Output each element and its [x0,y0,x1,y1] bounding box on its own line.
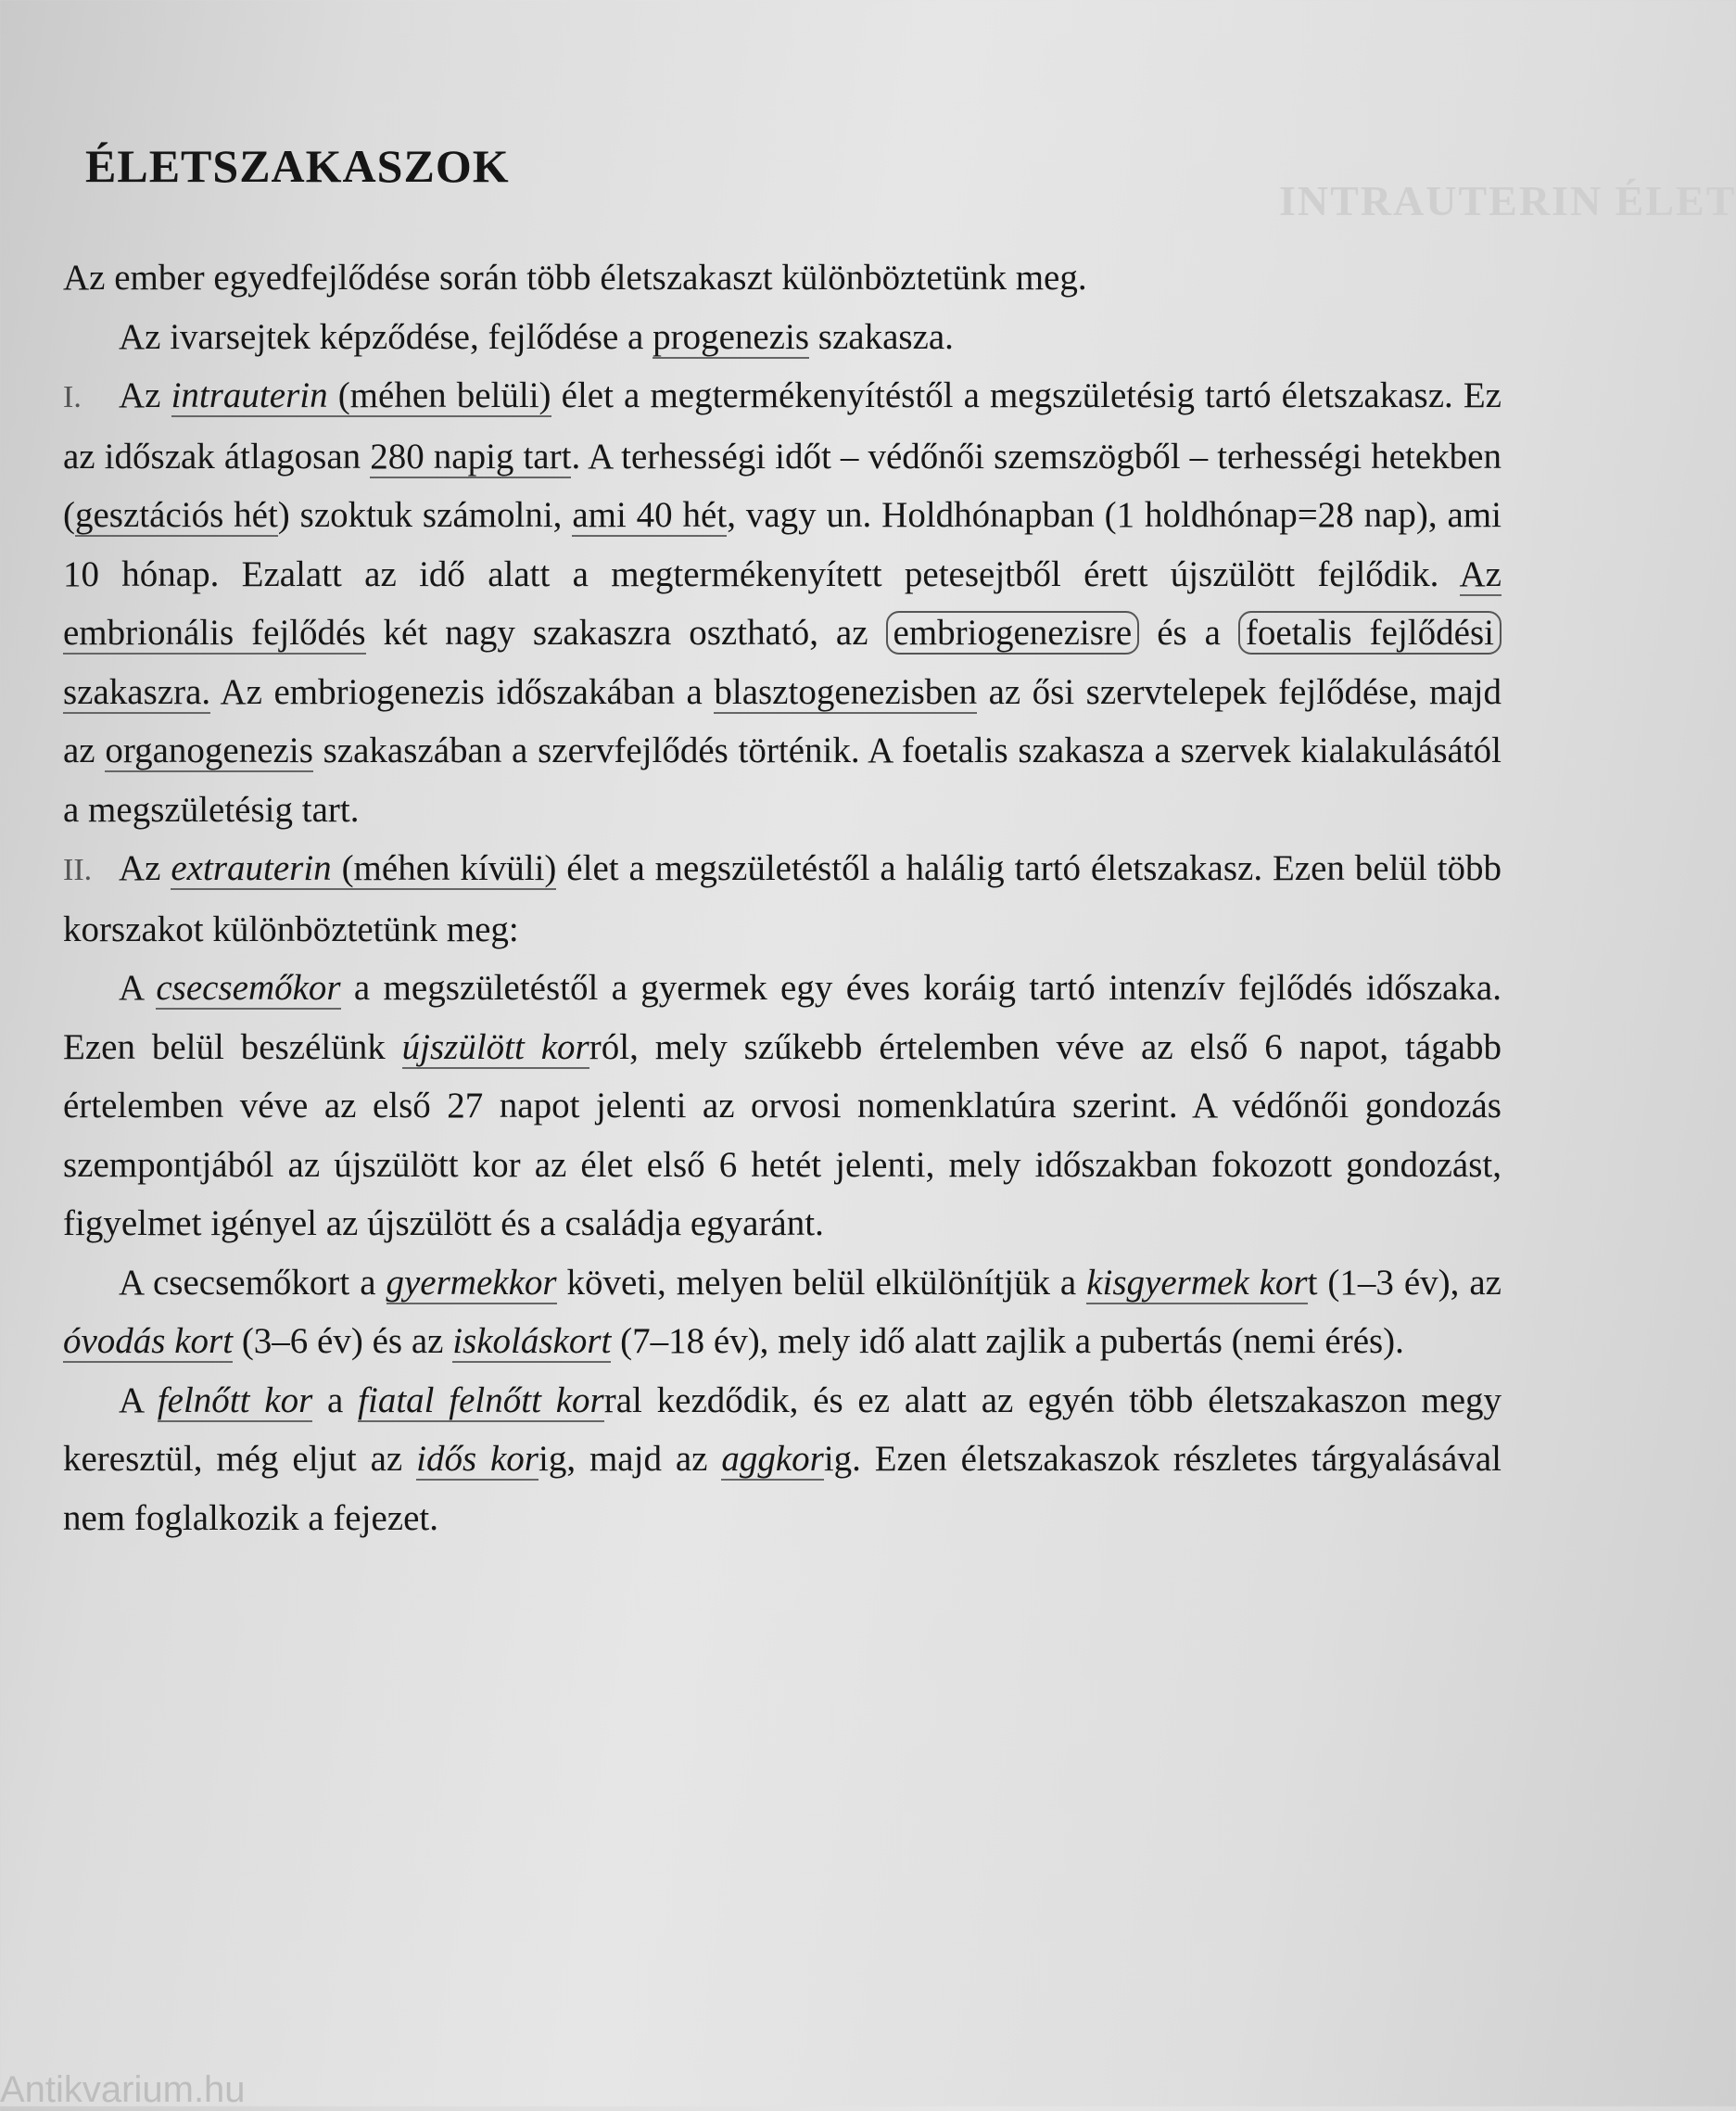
watermark: Antikvarium.hu [0,2069,246,2110]
term-foetalis: foetalis fejlődési [1238,611,1502,655]
term-idos-kor: idős kor [416,1439,539,1479]
bleed-through-heading: INTRAUTERIN ÉLET [1279,177,1736,224]
term-embriogenezis: embriogenezisre [886,611,1140,655]
paragraph-progenezis: Az ivarsejtek képződése, fejlődése a progenezis szakasza. [119,316,954,357]
term-csecsemokor: csecsemőkor [156,968,341,1008]
page-title: ÉLETSZAKASZOK [85,140,510,192]
term-iskolas: iskoláskort [452,1321,612,1361]
handwritten-marker-II: II. [63,853,93,887]
term-gyermekkor: gyermekkor [386,1262,557,1303]
term-embrionalis: Az embrionális fejlődés [63,553,1502,653]
term-gesztacios-het: gesztációs hét [75,495,278,535]
term-intrauterin: intrauterin [171,375,328,415]
term-progenezis: progenezis [653,316,810,357]
paragraph-felnott: A felnőtt kor a fiatal felnőtt korral kezdődik, és ez alatt az egyén több életszakaszon megy keresztül, még eljut az idős korig, majd az aggkorig. Ezen életszakaszok részletes tárgyalásával nem foglalkozik a fejezet. [63,1380,1502,1538]
term-280-napig: 280 napig tart [370,436,572,477]
term-ovodas: óvodás kort [63,1321,234,1361]
term-kisgyermek: kisgyermek kor [1086,1262,1308,1303]
paragraph-intro: Az ember egyedfejlődése során több életszakaszt különböztetünk meg. [63,258,1087,298]
paragraph-intrauterin: I. Az intrauterin (méhen belüli) élet a megtermékenyítéstől a megszületésig tartó életszakasz. Ez az időszak átlagosan 280 napig tart. A terhességi időt – védőnői szemszögből – terhességi hetekben (gesztációs hét) szoktuk számolni, ami 40 hét, vagy un. Holdhónapban (1 holdhónap=28 nap), ami 10 hónap. Ezalatt az idő alatt a megtermékenyített petesejtből érett újszülött fejlődik. Az embrionális fejlődés két nagy szakaszra osztható, az embriogenezisre és a foetalis fejlődési szakaszra. Az embriogenezis időszakában a blasztogenezisben az ősi szervtelepek fejlődése, majd az organogenezis szakaszában a szervfejlődés történik. A foetalis szakasza a szervek kialakulásától a megszületésig tart. [63,366,1502,839]
term-aggkor: aggkor [721,1439,824,1479]
term-extrauterin: extrauterin [171,848,332,888]
term-felnott-kor: felnőtt kor [157,1380,313,1420]
paragraph-csecsemokor: A csecsemőkor a megszületéstől a gyermek egy éves koráig tartó intenzív fejlődés időszaka. Ezen belül beszélünk újszülött korról, mely szűkebb értelemben véve az első 6 napot, tágabb értelemben véve az első 27 napot jelenti az orvosi nomenklatúra szerint. A védőnői gondozás szempontjából az újszülött kor az élet első 6 hetét jelenti, mely időszakban fokozott gondozást, figyelmet igényel az újszülött és a családja egyaránt. [63,968,1502,1243]
body-text [63,248,1502,1547]
handwritten-marker-I: I. [63,380,82,414]
paragraph-extrauterin: II. Az extrauterin (méhen kívüli) élet a megszületéstől a halálig tartó életszakasz. Ezen belül több korszakot különböztetünk meg: [63,839,1502,959]
paragraph-gyermekkor: A csecsemőkort a gyermekkor követi, melyen belül elkülönítjük a kisgyermek kort (1–3 év), az óvodás kort (3–6 év) és az iskoláskort (7–18 év), mely idő alatt zajlik a pubertás (nemi érés). [63,1262,1502,1361]
term-ujszulott-kor: újszülött kor [401,1026,589,1067]
term-40-het: ami 40 hét [572,495,728,535]
term-organogenezis: organogenezis [105,731,313,770]
term-blasztogenezis: blasztogenezisben [714,671,978,712]
term-fiatal-felnott: fiatal felnőtt kor [358,1380,604,1420]
